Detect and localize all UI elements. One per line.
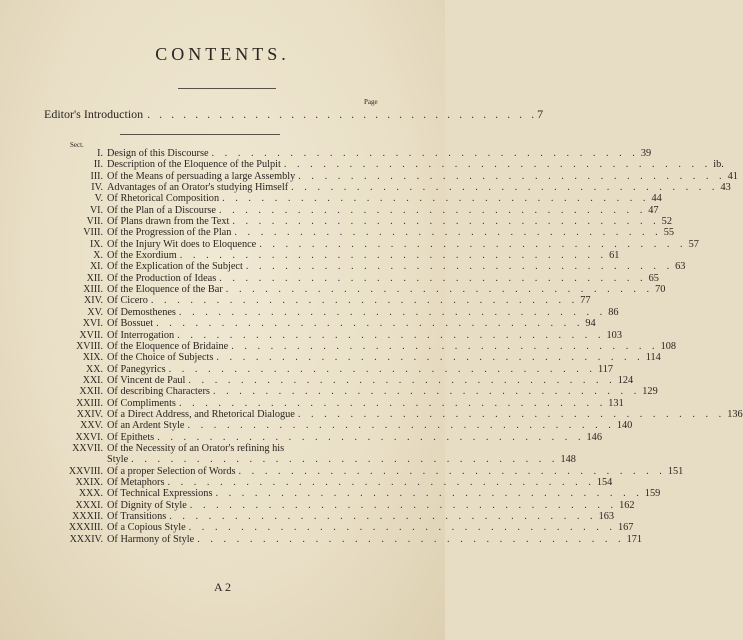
entry-page: 163 bbox=[598, 511, 615, 522]
entry-page: 108 bbox=[660, 340, 677, 352]
entry-page: 131 bbox=[608, 397, 624, 409]
entry-title: Of an Ardent Style bbox=[107, 420, 185, 432]
toc-entry bbox=[44, 454, 576, 466]
entry-title: Of Transitions bbox=[107, 511, 167, 522]
toc-entry bbox=[44, 352, 661, 364]
entry-title: Of the Necessity of an Orator's refining his bbox=[107, 442, 285, 454]
intro-leader: . . . . . . . . . . . . . . . . . . . . . . . . . . . . . . . . . bbox=[147, 107, 538, 121]
entry-title: Of Harmony of Style bbox=[107, 533, 195, 545]
entry-title: Of the Exordium bbox=[107, 250, 177, 262]
entry-number: XXIII. bbox=[76, 397, 103, 409]
entry-page: 129 bbox=[642, 386, 658, 398]
entry-title: Of the Explication of the Subject bbox=[107, 261, 243, 273]
entry-page: 167 bbox=[617, 522, 634, 534]
entry-number: IX. bbox=[89, 238, 103, 250]
entry-leader: . . . . . . . . . . . . . . . . . . . . . . . . . . . . . . . . . bbox=[225, 284, 654, 296]
entry-leader: . . . . . . . . . . . . . . . . . . . . . . . . . . . . . . . . . bbox=[211, 148, 639, 159]
toc-entry bbox=[44, 511, 615, 522]
entry-title: Of the Production of Ideas bbox=[107, 272, 217, 284]
entry-number: XXIV. bbox=[76, 408, 103, 420]
entry-number: XXVI. bbox=[75, 431, 103, 443]
entry-page: 148 bbox=[560, 454, 576, 466]
entry-page: 65 bbox=[648, 272, 659, 284]
entry-title: Of Rhetorical Composition bbox=[107, 193, 220, 205]
entry-number: VI. bbox=[89, 204, 103, 216]
entry-title: Of Demosthenes bbox=[107, 306, 176, 318]
entry-number: XIX. bbox=[82, 352, 103, 364]
toc-entry bbox=[44, 170, 738, 182]
entry-page: 136 bbox=[727, 408, 743, 420]
entry-page: 47 bbox=[648, 204, 659, 216]
entry-page: 103 bbox=[606, 329, 622, 341]
entry-leader: . . . . . . . . . . . . . . . . . . . . . . . . . . . . . . . . . bbox=[188, 522, 616, 534]
entry-title: Of the Choice of Subjects bbox=[107, 352, 214, 364]
entry-leader: . . . . . . . . . . . . . . . . . . . . . . . . . . . . . . . . . bbox=[169, 511, 597, 522]
entry-title: Of Compliments bbox=[107, 397, 176, 409]
entry-leader: . . . . . . . . . . . . . . . . . . . . . . . . . . . . . . . . . bbox=[167, 476, 595, 488]
entry-number: VII. bbox=[86, 216, 103, 228]
entry-number: XXVII. bbox=[72, 442, 103, 454]
toc-entry bbox=[44, 193, 662, 205]
toc-list bbox=[44, 148, 743, 545]
entry-leader: . . . . . . . . . . . . . . . . . . . . . . . . . . . . . . . . . bbox=[231, 340, 659, 352]
entry-leader: . . . . . . . . . . . . . . . . . . . . . . . . . . . . . . . . . bbox=[157, 431, 585, 443]
entry-title: Of Interrogation bbox=[107, 329, 175, 341]
entry-title: Of Panegyrics bbox=[107, 363, 166, 375]
entry-number: XVI. bbox=[82, 318, 103, 330]
entry-page: 57 bbox=[688, 238, 699, 250]
entry-title: Of Bossuet bbox=[107, 318, 154, 330]
entry-leader: . . . . . . . . . . . . . . . . . . . . . . . . . . . . . . . . . bbox=[197, 533, 625, 545]
entry-leader: . . . . . . . . . . . . . . . . . . . . . . . . . . . . . . . . . bbox=[188, 374, 616, 386]
toc-entry bbox=[44, 420, 633, 432]
entry-page: 171 bbox=[626, 533, 643, 545]
entry-page: 70 bbox=[655, 284, 666, 296]
toc-entry bbox=[44, 227, 675, 239]
entry-leader: . . . . . . . . . . . . . . . . . . . . . . . . . . . . . . . . . bbox=[232, 216, 660, 228]
entry-page: 43 bbox=[720, 182, 731, 194]
entry-page: 162 bbox=[619, 499, 635, 511]
entry-title: Description of the Eloquence of the Pulpit bbox=[107, 159, 281, 171]
toc-entry bbox=[44, 159, 724, 171]
entry-title: Of Metaphors bbox=[107, 476, 165, 488]
entry-leader: . . . . . . . . . . . . . . . . . . . . . . . . . . . . . . . . . bbox=[177, 329, 605, 341]
entry-leader: . . . . . . . . . . . . . . . . . . . . . . . . . . . . . . . . . bbox=[215, 488, 643, 500]
entry-page: 61 bbox=[609, 250, 620, 262]
toc-entry bbox=[44, 431, 602, 443]
entry-leader: . . . . . . . . . . . . . . . . . . . . . . . . . . . . . . . . . bbox=[234, 227, 662, 239]
entry-leader: . . . . . . . . . . . . . . . . . . . . . . . . . . . . . . . . . bbox=[218, 204, 647, 216]
entry-title: Of the Eloquence of the Bar bbox=[107, 284, 223, 296]
entry-title: Of a Copious Style bbox=[107, 522, 186, 534]
entry-number: XXXII. bbox=[72, 511, 103, 522]
toc-entry bbox=[44, 465, 684, 477]
toc-entry bbox=[44, 499, 635, 511]
entry-leader: . . . . . . . . . . . . . . . . . . . . . . . . . . . . . . . . . bbox=[298, 170, 726, 182]
toc-entry bbox=[44, 397, 624, 409]
entry-title: Of the Progression of the Plan bbox=[107, 227, 232, 239]
sect-column-header: Sect. bbox=[70, 141, 84, 149]
toc-entry bbox=[44, 476, 613, 488]
entry-number: VIII. bbox=[83, 227, 103, 239]
entry-page: 114 bbox=[645, 352, 661, 364]
toc-entry bbox=[44, 261, 686, 273]
entry-title: Of the Means of persuading a large Assembly bbox=[107, 170, 296, 182]
entry-leader: . . . . . . . . . . . . . . . . . . . . . . . . . . . . . . . . . bbox=[222, 193, 650, 205]
entry-leader: . . . . . . . . . . . . . . . . . . . . . . . . . . . . . . . . . bbox=[259, 238, 687, 250]
entry-number: XXX. bbox=[78, 488, 103, 500]
page-column-header: Page bbox=[364, 98, 378, 106]
entry-number: XIII. bbox=[83, 284, 103, 296]
entry-page: 55 bbox=[663, 227, 675, 239]
entry-page: 117 bbox=[597, 363, 614, 375]
entry-number: XII. bbox=[86, 272, 103, 284]
entry-number: XXV. bbox=[80, 420, 103, 432]
entry-page: 154 bbox=[596, 476, 613, 488]
toc-entry bbox=[44, 488, 661, 500]
entry-leader: . . . . . . . . . . . . . . . . . . . . . . . . . . . . . . . . . bbox=[212, 386, 641, 398]
entry-page: 151 bbox=[667, 465, 684, 477]
entry-number: X. bbox=[93, 250, 103, 262]
entry-leader: . . . . . . . . . . . . . . . . . . . . . . . . . . . . . . . . . bbox=[238, 465, 666, 477]
toc-entry bbox=[44, 148, 652, 159]
entry-number: III. bbox=[90, 170, 103, 182]
entry-title: Of Vincent de Paul bbox=[107, 374, 186, 386]
entry-number: XV. bbox=[87, 306, 103, 318]
entry-number: XX. bbox=[86, 363, 103, 375]
entry-number: XXXIII. bbox=[68, 522, 103, 534]
entry-page: 77 bbox=[580, 295, 591, 307]
toc-entry bbox=[44, 522, 634, 534]
entry-title: Style bbox=[107, 454, 129, 466]
intro-title: Editor's Introduction bbox=[44, 107, 144, 121]
entry-page: 39 bbox=[640, 148, 652, 159]
toc-entry bbox=[44, 533, 643, 545]
intro-entry bbox=[44, 107, 544, 122]
section-rule bbox=[120, 134, 280, 135]
entry-page: 41 bbox=[727, 170, 738, 182]
entry-page: 86 bbox=[608, 306, 619, 318]
toc-entry bbox=[44, 374, 634, 386]
entry-number: XXI. bbox=[82, 374, 103, 386]
entry-leader: . . . . . . . . . . . . . . . . . . . . . . . . . . . . . . . . . bbox=[187, 420, 615, 432]
entry-number: II. bbox=[93, 159, 103, 171]
toc-entry bbox=[44, 204, 659, 216]
entry-title: Of Plans drawn from the Text bbox=[107, 216, 230, 228]
entry-leader: . . . . . . . . . . . . . . . . . . . . . . . . . . . . . . . . . bbox=[216, 352, 644, 364]
entry-title: Of a proper Selection of Words bbox=[107, 465, 236, 477]
entry-leader: . . . . . . . . . . . . . . . . . . . . . . . . . . . . . . . . . bbox=[156, 318, 584, 330]
entry-leader: . . . . . . . . . . . . . . . . . . . . . . . . . . . . . . . . . bbox=[150, 295, 579, 307]
entry-number: XXXI. bbox=[75, 499, 103, 511]
signature-mark: A 2 bbox=[213, 580, 231, 594]
entry-number: V. bbox=[94, 193, 103, 205]
entry-title: Of Epithets bbox=[107, 431, 155, 443]
intro-page: 7 bbox=[537, 107, 544, 121]
toc-entry bbox=[44, 329, 622, 341]
entry-leader: . . . . . . . . . . . . . . . . . . . . . . . . . . . . . . . . . bbox=[283, 159, 712, 171]
entry-number: XXIX. bbox=[75, 476, 103, 488]
entry-number: XVII. bbox=[79, 329, 103, 341]
entry-title: Advantages of an Orator's studying Himself bbox=[107, 182, 289, 194]
entry-title: Of Technical Expressions bbox=[107, 488, 213, 500]
entry-title: Of a Direct Address, and Rhetorical Dialogue bbox=[107, 408, 295, 420]
toc-entry bbox=[44, 250, 620, 262]
entry-title: Of describing Characters bbox=[107, 386, 210, 398]
entry-number: XXVIII. bbox=[68, 465, 103, 477]
entry-page: ib. bbox=[713, 159, 724, 171]
toc-entry bbox=[44, 238, 699, 250]
entry-leader: . . . . . . . . . . . . . . . . . . . . . . . . . . . . . . . . . bbox=[178, 306, 607, 318]
entry-page: 94 bbox=[585, 318, 596, 330]
entry-leader: . . . . . . . . . . . . . . . . . . . . . . . . . . . . . . . . . bbox=[189, 499, 618, 511]
entry-page: 159 bbox=[644, 488, 661, 500]
entry-leader: . . . . . . . . . . . . . . . . . . . . . . . . . . . . . . . . . bbox=[291, 182, 719, 194]
entry-page: 140 bbox=[616, 420, 633, 432]
entry-leader: . . . . . . . . . . . . . . . . . . . . . . . . . . . . . . . . . bbox=[219, 272, 647, 284]
entry-title: Design of this Discourse bbox=[107, 148, 209, 159]
entry-title: Of Dignity of Style bbox=[107, 499, 187, 511]
toc-entry bbox=[44, 443, 389, 454]
entry-leader: . . . . . . . . . . . . . . . . . . . . . . . . . . . . . . . . . bbox=[297, 408, 726, 420]
toc-entry bbox=[44, 182, 731, 194]
entry-page bbox=[284, 443, 286, 454]
entry-number: XVIII. bbox=[76, 340, 103, 352]
entry-leader: . . . . . . . . . . . . . . . . . . . . . . . . . . . . . . . . . bbox=[168, 363, 596, 375]
toc-entry bbox=[44, 216, 672, 228]
toc-entry bbox=[44, 272, 659, 284]
entry-title: Of the Plan of a Discourse bbox=[107, 204, 216, 216]
toc-entry bbox=[44, 306, 619, 318]
entry-title: Of the Eloquence of Bridaine bbox=[107, 340, 229, 352]
toc-entry bbox=[44, 295, 591, 307]
toc-entry bbox=[44, 363, 614, 375]
entry-leader: . . . . . . . . . . . . . . . . . . . . . . . . . . . . . . . . . bbox=[178, 397, 607, 409]
entry-page: 124 bbox=[617, 374, 634, 386]
entry-number: XXII. bbox=[79, 386, 103, 398]
entry-number: IV. bbox=[91, 182, 103, 194]
toc-entry bbox=[44, 340, 677, 352]
entry-number: XI. bbox=[89, 261, 103, 273]
entry-page: 52 bbox=[661, 216, 672, 228]
toc-entry bbox=[44, 318, 596, 330]
entry-page: 63 bbox=[675, 261, 686, 273]
entry-number: XIV. bbox=[84, 295, 103, 307]
entry-leader: . . . . . . . . . . . . . . . . . . . . . . . . . . . . . . . . . bbox=[179, 250, 608, 262]
entry-title: Of the Injury Wit does to Eloquence bbox=[107, 238, 257, 250]
entry-number: XXXIV. bbox=[69, 533, 103, 545]
entry-leader: . . . . . . . . . . . . . . . . . . . . . . . . . . . . . . . . . bbox=[131, 454, 559, 466]
toc-entry bbox=[44, 386, 658, 398]
entry-page: 146 bbox=[586, 431, 602, 443]
entry-leader: . . . . . . . . . . . . . . . . . . . . . . . . . . . . . . . . . bbox=[245, 261, 674, 273]
page-title: CONTENTS. bbox=[155, 44, 290, 64]
entry-number bbox=[44, 454, 103, 465]
toc-entry bbox=[44, 284, 666, 296]
entry-number: I. bbox=[97, 148, 103, 159]
entry-title: Of Cicero bbox=[107, 295, 148, 307]
entry-page: 44 bbox=[651, 193, 662, 205]
title-rule bbox=[178, 88, 276, 89]
toc-entry bbox=[44, 408, 743, 420]
